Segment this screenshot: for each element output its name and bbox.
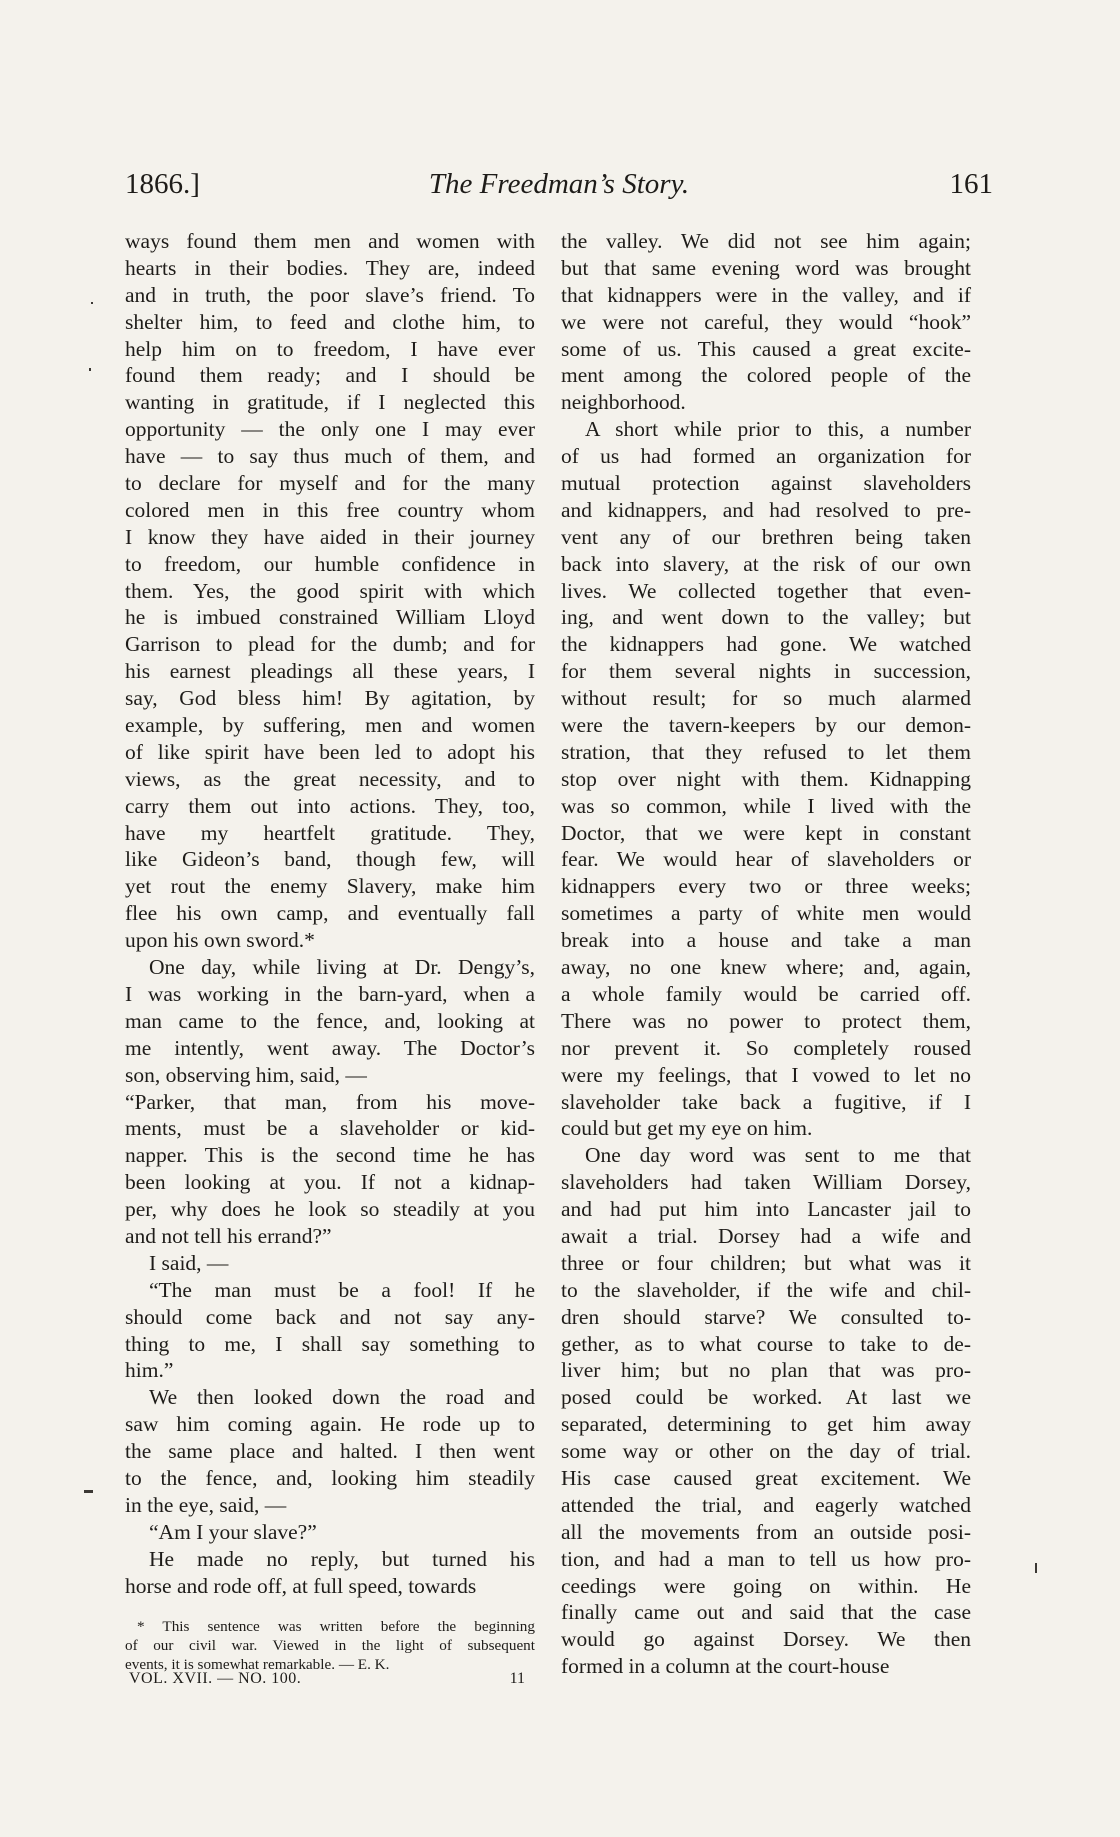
text-line: to freedom, our humble confidence in — [125, 551, 535, 576]
text-line: without result; for so much alarmed — [561, 686, 971, 711]
text-line: views, as the great necessity, and to — [125, 766, 535, 791]
text-line: stration, that they refused to let them — [561, 739, 971, 764]
text-line: posed could be worked. At last we — [561, 1385, 971, 1410]
text-line: man came to the fence, and, looking at — [125, 1008, 535, 1033]
page-number: 161 — [949, 168, 993, 200]
text-line: them. Yes, the good spirit with which — [125, 578, 535, 603]
text-line: mutual protection against slaveholders — [561, 471, 971, 496]
text-line: He made no reply, but turned his — [149, 1546, 535, 1571]
text-line: in the eye, said, — — [125, 1492, 287, 1517]
volume-number: VOL. XVII. — NO. 100. — [129, 1670, 302, 1687]
text-line: “Am I your slave?” — [149, 1519, 317, 1544]
text-line: slaveholders had taken William Dorsey, — [561, 1170, 971, 1195]
text-line: fear. We would hear of slaveholders or — [561, 847, 971, 872]
text-line: shelter him, to feed and clothe him, to — [125, 309, 535, 334]
text-line: opportunity — the only one I may ever — [125, 417, 535, 442]
text-line: have — to say thus much of them, and — [125, 444, 535, 469]
text-line: away, no one knew where; and, again, — [561, 955, 971, 980]
text-line: hearts in their bodies. They are, indeed — [125, 255, 535, 280]
text-line: him.” — [125, 1358, 174, 1383]
footnote-line: of our civil war. Viewed in the light of subsequent — [125, 1637, 535, 1654]
text-line: and not tell his errand?” — [125, 1223, 332, 1248]
margin-speck — [91, 302, 93, 304]
text-line: and had put him into Lancaster jail to — [561, 1197, 971, 1222]
text-line: to the fence, and, looking him steadily — [125, 1465, 535, 1490]
text-line: should come back and not say any- — [125, 1304, 535, 1329]
text-line: but that same evening word was brought — [561, 255, 971, 280]
right-column — [561, 228, 971, 1680]
text-line: yet rout the enemy Slavery, make him — [125, 874, 535, 899]
text-line: sometimes a party of white men would — [561, 901, 971, 926]
text-line: nor prevent it. So completely roused — [561, 1035, 971, 1060]
header-year: 1866.] — [125, 168, 200, 200]
text-line: the same place and halted. I then went — [125, 1439, 535, 1464]
text-line: would go against Dorsey. We then — [561, 1627, 971, 1652]
text-line: kidnappers every two or three weeks; — [561, 874, 971, 899]
signature-mark: 11 — [509, 1670, 525, 1687]
text-line: vent any of our brethren being taken — [561, 524, 971, 549]
text-line: ceedings were going on within. He — [561, 1573, 971, 1598]
text-line: were my feelings, that I vowed to let no — [561, 1062, 971, 1087]
text-line: could but get my eye on him. — [561, 1116, 813, 1141]
text-line: ing, and went down to the valley; but — [561, 605, 971, 630]
text-line: me intently, went away. The Doctor’s — [125, 1035, 535, 1060]
text-line: ments, must be a slaveholder or kid- — [125, 1116, 535, 1141]
text-line: some way or other on the day of trial. — [561, 1439, 971, 1464]
text-line: lives. We collected together that even- — [561, 578, 971, 603]
text-line: colored men in this free country whom — [125, 497, 535, 522]
text-line: ways found them men and women with — [125, 229, 535, 253]
text-line: Garrison to plead for the dumb; and for — [125, 632, 535, 657]
text-line: per, why does he look so steadily at you — [125, 1197, 535, 1222]
text-line: three or four children; but what was it — [561, 1250, 971, 1275]
footnote-line: * This sentence was written before the beginning — [137, 1618, 535, 1635]
text-line: son, observing him, said, — — [125, 1062, 367, 1087]
signature-line — [125, 1670, 535, 1692]
text-line: carry them out into actions. They, too, — [125, 793, 535, 818]
text-line: a whole family would be carried off. — [561, 981, 971, 1006]
footnote-line: events, it is somewhat remarkable. — E. K. — [125, 1656, 390, 1673]
left-column — [125, 228, 535, 1599]
header-title: The Freedman’s Story. — [428, 168, 690, 200]
text-line: formed in a column at the court-house — [561, 1654, 890, 1679]
text-line: for them several nights in succession, — [561, 659, 971, 684]
text-line: ment among the colored people of the — [561, 363, 971, 388]
text-line: “Parker, that man, from his move- — [125, 1089, 535, 1114]
text-line: horse and rode off, at full speed, towards — [125, 1573, 477, 1598]
text-line: and kidnappers, and had resolved to pre- — [561, 497, 971, 522]
text-line: break into a house and take a man — [561, 928, 971, 953]
text-line: were the tavern-keepers by our demon- — [561, 713, 971, 738]
text-line: His case caused great excitement. We — [561, 1465, 971, 1490]
text-line: was so common, while I lived with the — [561, 793, 971, 818]
margin-speck — [89, 368, 91, 371]
text-line: some of us. This caused a great excite- — [561, 336, 971, 361]
text-line: slaveholder take back a fugitive, if I — [561, 1089, 971, 1114]
text-line: saw him coming again. He rode up to — [125, 1412, 535, 1437]
text-line: like Gideon’s band, though few, will — [125, 847, 535, 872]
text-line: tion, and had a man to tell us how pro- — [561, 1546, 971, 1571]
text-line: back into slavery, at the risk of our own — [561, 551, 971, 576]
text-line: liver him; but no plan that was pro- — [561, 1358, 971, 1383]
text-line: the valley. We did not see him again; — [561, 229, 971, 253]
text-line: Doctor, that we were kept in constant — [561, 820, 971, 845]
text-line: stop over night with them. Kidnapping — [561, 766, 971, 791]
text-line: napper. This is the second time he has — [125, 1143, 535, 1168]
text-line: help him on to freedom, I have ever — [125, 336, 535, 361]
text-line: There was no power to protect them, — [561, 1008, 971, 1033]
text-line: flee his own camp, and eventually fall — [125, 901, 535, 926]
running-header — [125, 168, 993, 212]
text-line: wanting in gratitude, if I neglected this — [125, 390, 535, 415]
text-line: separated, determining to get him away — [561, 1412, 971, 1437]
text-line: gether, as to what course to take to de- — [561, 1331, 971, 1356]
text-line: dren should starve? We consulted to- — [561, 1304, 971, 1329]
text-line: found them ready; and I should be — [125, 363, 535, 388]
text-line: attended the trial, and eagerly watched — [561, 1492, 971, 1517]
text-line: I know they have aided in their journey — [125, 524, 535, 549]
text-line: I was working in the barn-yard, when a — [125, 981, 535, 1006]
text-line: all the movements from an outside posi- — [561, 1519, 971, 1544]
text-line: we were not careful, they would “hook” — [561, 309, 971, 334]
text-line: of like spirit have been led to adopt his — [125, 739, 535, 764]
text-line: and in truth, the poor slave’s friend. To — [125, 282, 535, 307]
footnote — [125, 1617, 535, 1674]
text-line: A short while prior to this, a number — [585, 417, 971, 442]
text-line: thing to me, I shall say something to — [125, 1331, 535, 1356]
text-line: say, God bless him! By agitation, by — [125, 686, 535, 711]
margin-tick — [1035, 1563, 1037, 1573]
text-line: One day, while living at Dr. Dengy’s, — [149, 955, 535, 980]
text-line: neighborhood. — [561, 390, 686, 415]
text-line: to the slaveholder, if the wife and chil- — [561, 1277, 971, 1302]
text-line: he is imbued constrained William Lloyd — [125, 605, 535, 630]
text-line: the kidnappers had gone. We watched — [561, 632, 971, 657]
text-line: “The man must be a fool! If he — [149, 1277, 535, 1302]
margin-dash — [84, 1490, 93, 1493]
text-line: I said, — — [149, 1250, 229, 1275]
text-line: One day word was sent to me that — [585, 1143, 971, 1168]
text-line: upon his own sword.* — [125, 928, 315, 953]
text-line: We then looked down the road and — [149, 1385, 535, 1410]
text-line: finally came out and said that the case — [561, 1600, 971, 1625]
text-line: have my heartfelt gratitude. They, — [125, 820, 535, 845]
text-line: of us had formed an organization for — [561, 444, 971, 469]
text-line: been looking at you. If not a kidnap- — [125, 1170, 535, 1195]
text-line: await a trial. Dorsey had a wife and — [561, 1223, 971, 1248]
text-line: to declare for myself and for the many — [125, 471, 535, 496]
text-line: that kidnappers were in the valley, and if — [561, 282, 971, 307]
text-line: his earnest pleadings all these years, I — [125, 659, 535, 684]
text-line: example, by suffering, men and women — [125, 713, 535, 738]
